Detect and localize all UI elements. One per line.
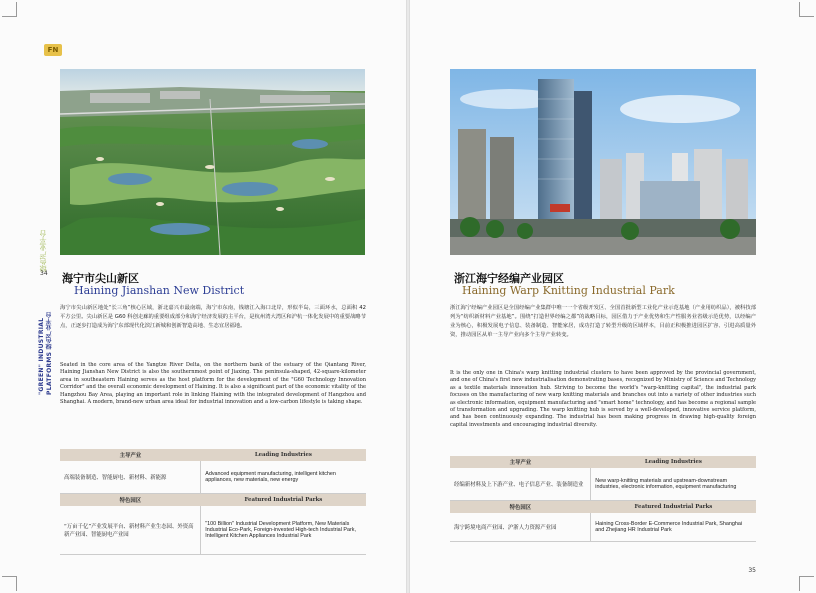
table-header-en: Leading Industries: [201, 449, 366, 461]
table-cell: Haining Cross-Border E-Commerce Industrial Park, Shanghai and Zhejiang HR Industrial Park: [591, 513, 756, 542]
page-number-left: 34: [40, 270, 48, 277]
table-header-en: Featured Industrial Parks: [591, 501, 756, 514]
table-header-cn: 主导产业: [60, 449, 201, 461]
page-number-right: 35: [748, 567, 756, 574]
industry-table: [450, 456, 756, 542]
table-cell: “万亩千亿”产业发展平台、新材料产业生态园、外资高新产业园、智能厨电产业园: [60, 506, 201, 555]
crop-mark: [799, 576, 814, 591]
section-title-cn: 浙江海宁经编产业园区: [454, 272, 564, 285]
industry-table: [60, 449, 366, 555]
left-page: [0, 0, 406, 593]
brand-logo-icon: FN: [44, 44, 62, 56]
table-header-cn: 主导产业: [450, 456, 591, 468]
section-title-en: Haining Jianshan New District: [74, 284, 245, 297]
body-text-cn: 海宁市尖山新区地处“长三角”核心区域，浙北嘉兴市最南端，海宁市东南，钱塘江入海口北岸，形似半岛，三面环水，总面积 42 平方公里。尖山新区是 G60 科创走廊的重要组成部分和海宁经济发展的主平台，是杭州湾大湾区和沪杭一体化发展中的重要战略节点，正逐步打造成为海宁东部现代化滨江新城和创新智造高地、生态宜居福地。: [60, 305, 366, 329]
crop-mark: [799, 2, 814, 17]
table-header-en: Leading Industries: [591, 456, 756, 468]
right-page: [410, 0, 816, 593]
table-header-cn: 特色园区: [60, 494, 201, 507]
body-text-en: Seated in the core area of the Yangtze River Delta, on the northern bank of the estuary of the Qiantang River, Haining Jianshan New District is also the southernmost point of Jiaxing. The peninsula-shaped, 42-square-kilometer area in southeastern Haining serves as the host platform for the development of the "G60 Technology Innovation Corridor" and the overall economic development of Haining. It is also a significant part of the economic vitality of the Hangzhou Bay Area, playing an important role in linking Haining with the integrated development of Hangzhou and Shanghai. A modern, brand-new urban area ideal for industrial innovation and a low-carbon lifestyle is taking shape.: [60, 362, 366, 406]
section-title-en: Haining Warp Knitting Industrial Park: [462, 284, 675, 297]
crop-mark: [2, 2, 17, 17]
table-cell: New warp-knitting materials and upstream-downstream industries, electronic information, equipment manufacturing: [591, 468, 756, 501]
table-header-en: Featured Industrial Parks: [201, 494, 366, 507]
side-label-en: "GREEN" INDUSTRIAL PLATFORMS 绿色产业平台: [38, 311, 53, 395]
aerial-golf-course-photo: [60, 69, 365, 255]
table-cell: Advanced equipment manufacturing, intelligent kitchen appliances, new materials, new energy: [201, 461, 366, 494]
crop-mark: [2, 576, 17, 591]
table-cell: 高端装备制造、智能厨电、新材料、新能源: [60, 461, 201, 494]
table-cell: 经编新材料及上下游产业、电子信息产业、装备制造业: [450, 468, 591, 501]
body-text-en: It is the only one in China's warp knitting industrial clusters to have been approved by the provincial government, and one of China's first new industrialisation demonstrating bases, recognized by Ministry of Science and Technology as a textile materials innovation hub. Striving to become the world's "warp-knitting capital", the industrial park focuses on the manufacturing of new warp knitting materials and branches out into a variety of other industries such as electronic information, equipment manufacturing and "smart home" technology, and has become a regional sample of transformation and upgrading. The warp knitting hub is served by a well-developed, innovative service platform, and has been continuously expanding. The industrial has been making progress in drawing high-quality foreign capital investments and encouraging industrial diversity.: [450, 370, 756, 428]
city-skyline-photo: [450, 69, 756, 255]
side-label-cn: 绿色产业平台: [39, 230, 47, 272]
table-header-cn: 特色园区: [450, 501, 591, 514]
table-cell: 海宁跨境电商产业园、沪浙人力资源产业园: [450, 513, 591, 542]
body-text-cn: 浙江海宁经编产业园区是全国经编产业集群中唯一一个省级开发区、全国首批新型工业化产业示范基地（产业用纺织品），被科技部列为“纺织新材料产业基地”。围绕“打造世界经编之都”的战略目标，园区借力于产业优势和生产性服务业省级示范优势，以经编产业为核心，积极发展电子信息、装备制造、智能家居，成功打造了转型升级的区域样本，目前正积极推进园区扩容、引进高质量外资，推动园区从单一主导产业向多个主导产业转变。: [450, 305, 756, 338]
section-title-cn: 海宁市尖山新区: [62, 272, 139, 285]
table-cell: "100 Billion" Industrial Development Platform, New Materials Industrial Eco-Park, Foreign-invested High-tech Industrial Park, Intelligent Kitchen Appliances Industrial Park: [201, 506, 366, 555]
